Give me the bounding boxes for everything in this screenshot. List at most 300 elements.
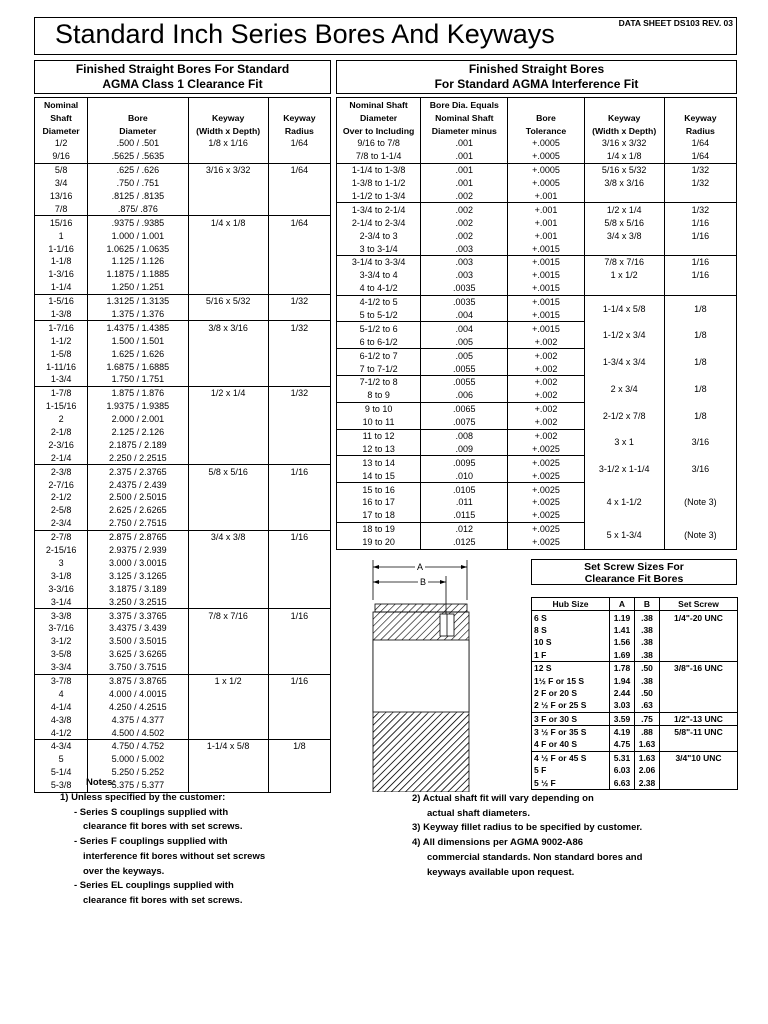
keyway-size xyxy=(584,190,664,203)
keyway-radius xyxy=(268,438,330,451)
table-row xyxy=(35,268,331,281)
nominal-range: 17 to 18 xyxy=(337,509,421,522)
hub-size: 1½ F or 15 S xyxy=(532,674,610,686)
bore-tolerance: +.0005 xyxy=(508,137,584,150)
dim-b: .63 xyxy=(635,699,660,712)
keyway-size: 1/8 x 1/16 xyxy=(188,137,268,150)
bore-diameter: 1.500 / 1.501 xyxy=(88,334,188,347)
keyway-size xyxy=(188,426,268,439)
table-row xyxy=(35,229,331,242)
keyway-size: 1 x 1/2 xyxy=(584,269,664,282)
bore-diameter: 4.250 / 4.2515 xyxy=(88,700,188,713)
shaft-diameter: 3-7/16 xyxy=(48,623,74,634)
note-line: 2) Actual shaft fit will vary depending on xyxy=(412,793,594,804)
bore-tolerance: +.0025 xyxy=(508,496,584,509)
notes-left xyxy=(60,791,265,909)
bore-diameter: 1.000 / 1.001 xyxy=(88,229,188,242)
keyway-size xyxy=(188,190,268,203)
shaft-diameter: 1-7/8 xyxy=(50,388,72,399)
table-row xyxy=(532,751,738,764)
table-row xyxy=(35,400,331,413)
nominal-range: 15 to 16 xyxy=(362,484,395,495)
shaft-diameter: 2-15/16 xyxy=(45,545,77,556)
table-row xyxy=(35,753,331,766)
keyway-radius: 1/32 xyxy=(664,177,736,190)
column-header: B xyxy=(635,598,660,611)
keyway-radius xyxy=(268,413,330,426)
keyway-radius xyxy=(268,544,330,557)
keyway-size xyxy=(188,517,268,530)
keyway-radius xyxy=(268,517,330,530)
arrow-icon xyxy=(373,580,379,584)
keyway-size: 1-1/2 x 3/4 xyxy=(584,322,664,349)
shaft-diameter: 3-1/4 xyxy=(35,595,88,608)
dim-label-a: A xyxy=(416,562,424,572)
hub-size: 1 F xyxy=(532,649,610,662)
keyway-size: 1/2 x 1/4 xyxy=(188,386,268,399)
bore-tolerance: +.002 xyxy=(508,416,584,429)
dim-a: 1.78 xyxy=(610,661,635,674)
bore-diameter: 5.000 / 5.002 xyxy=(88,753,188,766)
bore-diameter: 2.000 / 2.001 xyxy=(88,413,188,426)
table-row xyxy=(337,269,737,282)
right-table-header xyxy=(336,60,737,94)
set-screw xyxy=(660,649,738,662)
hub-size: 12 S xyxy=(532,661,610,674)
dim-b: .50 xyxy=(635,661,660,674)
column-header xyxy=(268,98,330,112)
table-row xyxy=(337,203,737,216)
table-row xyxy=(35,360,331,373)
bore-diameter: .9375 / .9385 xyxy=(88,216,188,229)
bore-tolerance: +.0025 xyxy=(508,469,584,482)
note-line: - Series EL couplings supplied with xyxy=(74,880,234,892)
keyway-size: 5/8 x 5/16 xyxy=(188,465,268,478)
column-header: Radius xyxy=(664,124,736,137)
bore xyxy=(373,640,469,712)
keyway-size xyxy=(188,648,268,661)
shaft-diameter: 2-3/4 xyxy=(35,517,88,530)
dim-a: 1.41 xyxy=(610,624,635,636)
keyway-radius: 1/16 xyxy=(268,674,330,687)
keyway-radius xyxy=(268,491,330,504)
table-row xyxy=(35,373,331,386)
keyway-size: 3 x 1 xyxy=(584,429,664,456)
shaft-diameter: 1-1/8 xyxy=(50,256,72,267)
keyway-radius xyxy=(268,334,330,347)
shaft-diameter: 4-1/2 xyxy=(35,726,88,739)
shaft-diameter: 3-3/16 xyxy=(48,583,74,594)
keyway-size xyxy=(188,438,268,451)
nominal-range: 4-1/2 to 5 xyxy=(359,297,398,308)
keyway-radius xyxy=(268,451,330,464)
keyway-size: 1/4 x 1/8 xyxy=(584,150,664,163)
keyway-size xyxy=(188,373,268,386)
dim-a: 6.03 xyxy=(610,764,635,776)
bore-diameter: .5625 / .5635 xyxy=(88,150,188,163)
bore-tolerance: +.002 xyxy=(508,376,584,389)
keyway-radius xyxy=(268,347,330,360)
keyway-size: 2-1/2 x 7/8 xyxy=(584,402,664,429)
note-line: keyways available upon request. xyxy=(427,866,575,878)
keyway-size: 3/16 x 3/32 xyxy=(188,163,268,176)
hub-size: 3 F or 30 S xyxy=(532,712,610,725)
note-line: clearance fit bores with set screws. xyxy=(83,894,243,906)
keyway-size: 5/16 x 5/32 xyxy=(188,294,268,307)
table-row xyxy=(35,413,331,426)
keyway-size: 1/4 x 1/8 xyxy=(188,216,268,229)
bore-minus: .0105 xyxy=(421,483,508,496)
nominal-range: 13 to 14 xyxy=(362,457,395,468)
keyway-size xyxy=(188,635,268,648)
column-header: Tolerance xyxy=(508,124,584,137)
shaft-diameter: 3-3/8 xyxy=(50,610,72,621)
bore-tolerance: +.001 xyxy=(508,203,584,216)
table-row xyxy=(35,137,331,150)
shaft-diameter: 13/16 xyxy=(49,191,73,201)
keyway-radius xyxy=(268,595,330,608)
bore-minus: .0115 xyxy=(421,509,508,522)
bore-diameter: 2.125 / 2.126 xyxy=(88,426,188,439)
nominal-range: 19 to 20 xyxy=(337,536,421,549)
nominal-range: 5-1/2 to 6 xyxy=(359,323,398,334)
keyway-radius: (Note 3) xyxy=(664,483,736,523)
bore-minus: .0075 xyxy=(421,416,508,429)
table-row xyxy=(532,611,738,624)
bore-diameter: 3.000 / 3.0015 xyxy=(88,557,188,570)
keyway-radius: 1/8 xyxy=(664,349,736,376)
nominal-range: 2-3/4 to 3 xyxy=(359,230,398,241)
gear-teeth xyxy=(375,604,467,612)
keyway-size xyxy=(188,582,268,595)
nominal-range: 2-1/4 to 2-3/4 xyxy=(351,217,406,228)
bore-tolerance: +.001 xyxy=(508,229,584,242)
keyway-size xyxy=(188,308,268,321)
keyway-radius: 1/32 xyxy=(664,163,736,176)
table-row xyxy=(35,465,331,478)
column-header: Nominal Shaft xyxy=(421,111,508,124)
bore-diameter: 1.875 / 1.876 xyxy=(88,386,188,399)
column-header: Keyway xyxy=(188,111,268,124)
shaft-diameter: 1-3/8 xyxy=(35,308,88,321)
bore-tolerance: +.0015 xyxy=(508,242,584,255)
bore-tolerance: +.0005 xyxy=(508,163,584,176)
shaft-diameter: 5/8 xyxy=(54,165,68,176)
shaft-diameter: 3/4 xyxy=(54,178,68,189)
table-row xyxy=(35,190,331,203)
shaft-diameter: 5 xyxy=(58,754,64,765)
keyway-radius: 1/64 xyxy=(268,137,330,150)
nominal-range: 3 to 3-1/4 xyxy=(337,242,421,255)
column-header: (Width x Depth) xyxy=(584,124,664,137)
nominal-range: 6 to 6-1/2 xyxy=(337,335,421,348)
shaft-diameter: 1-3/16 xyxy=(48,269,74,280)
bore-minus: .001 xyxy=(421,177,508,190)
keyway-size: 7/8 x 7/16 xyxy=(584,256,664,269)
nominal-range: 12 to 13 xyxy=(337,442,421,455)
nominal-range: 4 to 4-1/2 xyxy=(337,282,421,295)
keyway-radius: 1/32 xyxy=(268,321,330,334)
keyway-size xyxy=(584,282,664,295)
keyway-radius: 1/64 xyxy=(268,216,330,229)
bore-diameter: 3.1875 / 3.189 xyxy=(88,582,188,595)
bore-diameter: 2.250 / 2.2515 xyxy=(88,451,188,464)
bore-minus: .010 xyxy=(421,469,508,482)
keyway-radius: 1/64 xyxy=(664,137,736,150)
column-header: Bore xyxy=(88,111,188,124)
column-header: Bore Dia. Equals xyxy=(421,98,508,112)
shaft-diameter: 2-3/16 xyxy=(48,439,74,450)
dim-a: 1.19 xyxy=(610,611,635,624)
bore-diameter: 1.625 / 1.626 xyxy=(88,347,188,360)
keyway-size xyxy=(188,478,268,491)
keyway-radius: 1/64 xyxy=(664,150,736,163)
bore-diameter: 3.750 / 3.7515 xyxy=(88,661,188,674)
nominal-range: 7 to 7-1/2 xyxy=(337,362,421,375)
bore-diameter: 3.250 / 3.2515 xyxy=(88,595,188,608)
shaft-diameter: 2-1/8 xyxy=(50,427,72,438)
table-row xyxy=(337,456,737,469)
nominal-range: 10 to 11 xyxy=(337,416,421,429)
note-line: 1) Unless specified by the customer: xyxy=(60,792,226,803)
table-row xyxy=(35,635,331,648)
set-screw: 1/4"-20 UNC xyxy=(660,611,738,624)
keyway-radius: 1/32 xyxy=(268,294,330,307)
shaft-diameter: 1-11/16 xyxy=(46,361,77,372)
arrow-icon xyxy=(373,565,379,569)
keyway-radius xyxy=(664,282,736,295)
keyway-radius xyxy=(268,622,330,635)
hub-size: 10 S xyxy=(532,636,610,648)
table-row xyxy=(337,163,737,176)
bore-diameter: 4.375 / 4.377 xyxy=(88,713,188,726)
nominal-range: 3-3/4 to 4 xyxy=(359,270,398,281)
bore-tolerance: +.0015 xyxy=(508,309,584,322)
bore-minus: .004 xyxy=(421,309,508,322)
bore-tolerance: +.002 xyxy=(508,335,584,348)
keyway-radius: 1/32 xyxy=(268,386,330,399)
set-screw: 1/2"-13 UNC xyxy=(660,712,738,725)
keyway-size xyxy=(188,622,268,635)
bore-minus: .006 xyxy=(421,389,508,402)
keyway-size: 3/8 x 3/16 xyxy=(584,177,664,190)
shaft-diameter: 2-5/8 xyxy=(50,505,72,516)
dim-a: 1.56 xyxy=(610,636,635,648)
shaft-diameter: 1-5/16 xyxy=(48,296,74,307)
dim-b: .50 xyxy=(635,687,660,699)
shaft-diameter: 2 xyxy=(58,414,64,425)
right-header-line-2: For Standard AGMA Interference Fit xyxy=(434,77,639,91)
table-row xyxy=(337,522,737,535)
table-row xyxy=(532,764,738,776)
keyway-size: 4 x 1-1/2 xyxy=(584,483,664,523)
shaft-diameter: 1/2 xyxy=(54,138,68,149)
bore-diameter: 3.875 / 3.8765 xyxy=(88,674,188,687)
keyway-size: 1 x 1/2 xyxy=(188,674,268,687)
note-line: - Series F couplings supplied with xyxy=(74,836,228,848)
table-row xyxy=(35,150,331,163)
setscrew-table xyxy=(531,597,738,790)
keyway-radius xyxy=(268,150,330,163)
dim-a: 3.03 xyxy=(610,699,635,712)
bore-minus: .002 xyxy=(421,229,508,242)
keyway-size: 3/16 x 3/32 xyxy=(584,137,664,150)
nominal-range: 8 to 9 xyxy=(337,389,421,402)
dim-b: .38 xyxy=(635,674,660,686)
arrow-icon xyxy=(440,580,446,584)
column-header xyxy=(188,98,268,112)
set-screw xyxy=(660,687,738,699)
column-header: Shaft xyxy=(50,112,72,123)
bore-tolerance: +.0015 xyxy=(508,269,584,282)
bore-diameter: 1.4375 / 1.4385 xyxy=(88,321,188,334)
nominal-range: 11 to 12 xyxy=(362,431,395,442)
bore-minus: .003 xyxy=(421,269,508,282)
bore-diameter: 1.3125 / 1.3135 xyxy=(88,294,188,307)
table-row xyxy=(337,177,737,190)
dim-a: 4.19 xyxy=(610,725,635,738)
table-row xyxy=(532,636,738,648)
keyway-radius: 1/32 xyxy=(664,203,736,216)
table-row xyxy=(35,674,331,687)
bore-diameter: 2.875 / 2.8765 xyxy=(88,530,188,543)
note-line: 4) All dimensions per AGMA 9002-A86 xyxy=(412,837,584,849)
note-line: - Series S couplings supplied with xyxy=(74,806,229,818)
bore-minus: .0055 xyxy=(421,376,508,389)
note-line: over the keyways. xyxy=(83,865,165,877)
note-line: actual shaft diameters. xyxy=(427,807,530,819)
bore-minus: .004 xyxy=(421,322,508,335)
hub-size: 2 ½ F or 25 S xyxy=(532,699,610,712)
dim-b: .38 xyxy=(635,624,660,636)
table-row xyxy=(337,295,737,308)
nominal-range: 9 to 10 xyxy=(364,404,393,415)
keyway-size xyxy=(188,413,268,426)
table-row xyxy=(337,402,737,415)
bore-diameter: .875/ .876 xyxy=(88,202,188,215)
table-row xyxy=(532,712,738,725)
bore-diameter: 1.1875 / 1.1885 xyxy=(88,268,188,281)
keyway-radius xyxy=(268,360,330,373)
dim-b: .75 xyxy=(635,712,660,725)
left-table-header xyxy=(34,60,331,94)
keyway-size xyxy=(188,400,268,413)
hub-size: 8 S xyxy=(532,624,610,636)
nominal-range: 18 to 19 xyxy=(362,524,395,535)
table-row xyxy=(337,349,737,362)
bore-tolerance: +.0025 xyxy=(508,442,584,455)
keyway-size xyxy=(188,177,268,190)
bore-minus: .0065 xyxy=(421,402,508,415)
shaft-diameter: 1-7/16 xyxy=(48,322,74,333)
column-header: Hub Size xyxy=(532,598,610,611)
table-row xyxy=(35,739,331,752)
nominal-range: 1-1/4 to 1-3/8 xyxy=(351,165,406,176)
keyway-radius: 1/8 xyxy=(664,322,736,349)
keyway-size xyxy=(188,687,268,700)
table-row xyxy=(35,622,331,635)
table-row xyxy=(35,334,331,347)
keyway-radius: 1/8 xyxy=(664,295,736,322)
table-row xyxy=(35,294,331,307)
bore-tolerance: +.0025 xyxy=(508,509,584,522)
hub-size: 4 ½ F or 45 S xyxy=(532,751,610,764)
table-row xyxy=(337,190,737,203)
dim-a: 1.69 xyxy=(610,649,635,662)
table-row xyxy=(35,557,331,570)
bore-minus: .003 xyxy=(421,242,508,255)
bore-minus: .001 xyxy=(421,150,508,163)
table-row xyxy=(35,582,331,595)
bore-diameter: 4.000 / 4.0015 xyxy=(88,687,188,700)
set-screw xyxy=(660,674,738,686)
table-row xyxy=(532,661,738,674)
bore-diameter: .750 / .751 xyxy=(88,177,188,190)
bore-tolerance: +.002 xyxy=(508,362,584,375)
dim-a: 6.63 xyxy=(610,776,635,789)
table-row xyxy=(532,687,738,699)
bore-tolerance: +.002 xyxy=(508,429,584,442)
table-row xyxy=(532,699,738,712)
bore-diameter: 2.625 / 2.6265 xyxy=(88,504,188,517)
notes-right xyxy=(412,792,642,880)
keyway-size xyxy=(188,281,268,294)
bore-tolerance: +.002 xyxy=(508,349,584,362)
shaft-diameter: 1-1/16 xyxy=(48,243,74,254)
bore-tolerance: +.0015 xyxy=(508,256,584,269)
bore-tolerance: +.0025 xyxy=(508,456,584,469)
table-row xyxy=(35,281,331,294)
bore-tolerance: +.0015 xyxy=(508,295,584,308)
right-header-line-1: Finished Straight Bores xyxy=(468,62,605,76)
keyway-radius xyxy=(268,478,330,491)
keyway-radius xyxy=(268,202,330,215)
keyway-radius xyxy=(268,400,330,413)
keyway-size: 3/4 x 3/8 xyxy=(188,530,268,543)
keyway-radius: 1/64 xyxy=(268,163,330,176)
shaft-diameter: 1-5/8 xyxy=(50,348,72,359)
bore-diameter: 1.9375 / 1.9385 xyxy=(88,400,188,413)
keyway-size: 7/8 x 7/16 xyxy=(188,609,268,622)
bore-tolerance: +.002 xyxy=(508,389,584,402)
table-row xyxy=(35,569,331,582)
keyway-radius xyxy=(664,190,736,203)
keyway-size xyxy=(188,150,268,163)
bore-diameter: 1.0625 / 1.0635 xyxy=(88,242,188,255)
table-row xyxy=(35,202,331,215)
keyway-radius: 1/16 xyxy=(664,229,736,242)
column-header xyxy=(508,98,584,112)
keyway-radius xyxy=(268,582,330,595)
shaft-diameter: 3-7/8 xyxy=(50,675,72,686)
title-box xyxy=(34,17,737,55)
keyway-radius xyxy=(268,557,330,570)
table-row xyxy=(35,648,331,661)
hub-size: 6 S xyxy=(532,611,610,624)
table-row xyxy=(337,150,737,163)
dim-b: .38 xyxy=(635,649,660,662)
table-row xyxy=(337,429,737,442)
table-row xyxy=(35,255,331,268)
table-row xyxy=(35,386,331,399)
bore-minus: .0125 xyxy=(421,536,508,549)
table-row xyxy=(35,595,331,608)
shaft-diameter: 4-3/8 xyxy=(50,714,72,725)
shaft-diameter: 3-3/4 xyxy=(35,661,88,674)
table-row xyxy=(337,282,737,295)
table-row xyxy=(35,177,331,190)
bore-minus: .012 xyxy=(421,522,508,535)
